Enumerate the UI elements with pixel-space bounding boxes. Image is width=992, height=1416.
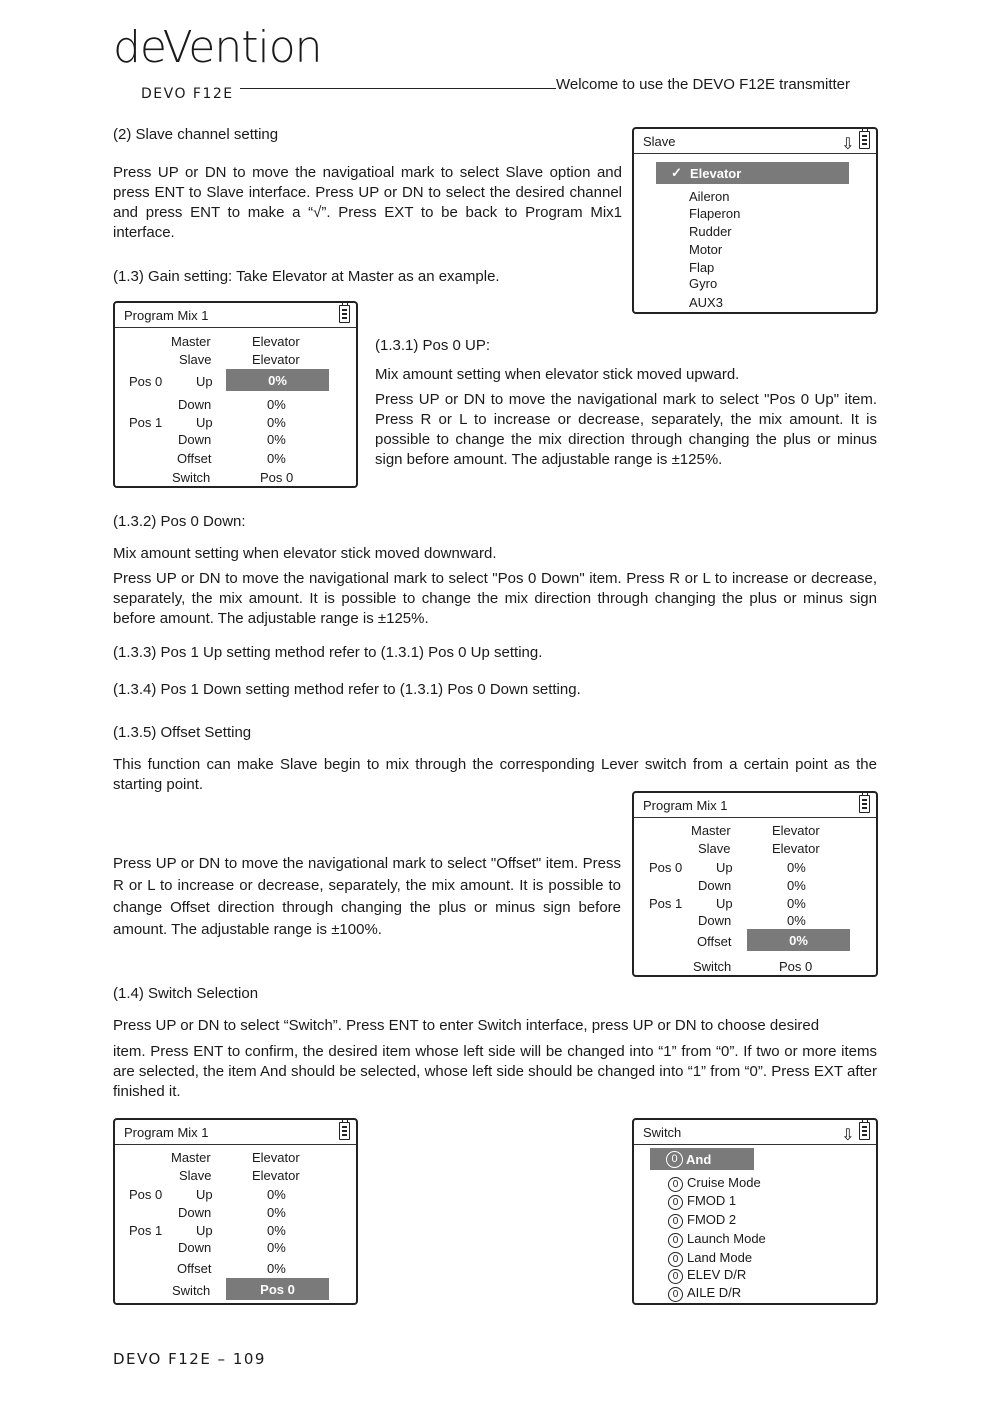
up-label: Up (196, 374, 213, 389)
down-label: Down (178, 432, 212, 447)
master-value: Elevator (252, 1150, 300, 1165)
program-mix-screen-2 (632, 791, 878, 977)
pos0-down-value[interactable]: 0% (787, 878, 806, 893)
screen-title: Program Mix 1 (643, 798, 728, 813)
list-item-label: FMOD 2 (687, 1212, 737, 1227)
pos0-down-value[interactable]: 0% (267, 397, 286, 412)
pos1-label: Pos 1 (129, 415, 163, 430)
flag-circle-icon: 0 (668, 1195, 683, 1210)
master-value: Elevator (772, 823, 820, 838)
list-item[interactable]: Aileron (689, 189, 730, 204)
flag-circle-icon: 0 (668, 1269, 683, 1284)
slave-value: Elevator (252, 1168, 300, 1183)
list-item[interactable]: Flap (689, 260, 715, 275)
slave-heading: (2) Slave channel setting (113, 126, 279, 143)
header-icons (841, 1122, 870, 1145)
list-item[interactable] (668, 1285, 741, 1302)
screen-header (634, 129, 876, 154)
slave-label[interactable]: Slave (179, 352, 212, 367)
screen-title: Switch (643, 1125, 682, 1140)
slave-label[interactable]: Slave (179, 1168, 212, 1183)
pos1-up-value[interactable]: 0% (787, 896, 806, 911)
slave-paragraph: Press UP or DN to move the navigatioal mark to select Slave option and press ENT to Slave interface. Press UP or DN to select the desired channel and press ENT to make a “√”. Press EXT to be back to Program Mix1 interface. (113, 164, 622, 241)
offset-label: Offset (177, 451, 212, 466)
down-label: Down (698, 878, 732, 893)
pos1-down-value[interactable]: 0% (787, 913, 806, 928)
screen-header (634, 793, 876, 818)
battery-icon (339, 1122, 350, 1145)
down-arrow-icon: ⇩ (841, 1127, 855, 1144)
up-label: Up (196, 415, 213, 430)
down-label: Down (178, 397, 212, 412)
program-mix-screen-3 (113, 1118, 358, 1305)
switch-value[interactable]: Pos 0 (260, 470, 294, 485)
list-item-label: Cruise Mode (687, 1175, 761, 1190)
offset-label: Offset (697, 934, 732, 949)
list-item[interactable] (668, 1212, 736, 1229)
flag-circle-icon: 0 (668, 1252, 683, 1267)
header-icons (841, 131, 870, 154)
offset-value[interactable] (747, 929, 850, 951)
screen-header (115, 303, 356, 328)
pos0-up-value[interactable] (226, 369, 329, 391)
screen-title: Slave (643, 134, 676, 149)
pos0-up-heading: (1.3.1) Pos 0 UP: (375, 337, 491, 354)
pos0-down-line: Mix amount setting when elevator stick moved downward. (113, 545, 497, 562)
list-item[interactable]: AUX3 (689, 295, 723, 310)
pos1-up-text: (1.3.3) Pos 1 Up setting method refer to (1.3.1) Pos 0 Up setting. (113, 644, 543, 661)
devention-logo: deVention (113, 22, 322, 73)
flag-circle-icon: 0 (668, 1177, 683, 1192)
slave-value: Elevator (252, 352, 300, 367)
list-item[interactable]: Rudder (689, 224, 732, 239)
switch-paragraph: item. Press ENT to confirm, the desired item whose left side will be changed into “1” from “0”. If two or more items are selected, the item And should be selected, whose left side should be changed into “1” from “0”. Press EXT after finished it. (113, 1043, 877, 1100)
down-label: Down (178, 1205, 212, 1220)
gain-heading: (1.3) Gain setting: Take Elevator at Master as an example. (113, 268, 500, 285)
offset-value[interactable]: 0% (267, 451, 286, 466)
value-text: 0% (268, 373, 287, 388)
flag-circle-icon: 0 (668, 1287, 683, 1302)
offset-paragraph: Press UP or DN to move the navigational mark to select "Offset" item. Press R or L to increase or decrease, separately, the mix amount. It is possible to change Offset direction through changing the plus or minus sign before amount. The adjustable range is ±100%. (113, 855, 621, 938)
value-text: Pos 0 (260, 1282, 295, 1297)
pos1-up-value[interactable]: 0% (267, 1223, 286, 1238)
down-label: Down (698, 913, 732, 928)
screen-header (634, 1120, 876, 1145)
offset-label: Offset (177, 1261, 212, 1276)
pos0-down-heading: (1.3.2) Pos 0 Down: (113, 513, 246, 530)
master-label: Master (171, 1150, 211, 1165)
offset-heading: (1.3.5) Offset Setting (113, 724, 252, 741)
pos0-up-paragraph: Press UP or DN to move the navigational mark to select "Pos 0 Up" item. Press R or L to increase or decrease, separately, the mix amount. It is possible to change the mix direction through changing the plus or minus sign before amount. The adjustable range is ±125%. (375, 391, 877, 468)
up-label: Up (196, 1223, 213, 1238)
down-arrow-icon: ⇩ (841, 136, 855, 153)
switch-label: Switch (172, 1283, 211, 1298)
pos1-label: Pos 1 (129, 1223, 163, 1238)
value-text: 0% (789, 933, 808, 948)
list-item-label: Land Mode (687, 1250, 753, 1265)
list-item[interactable] (668, 1267, 746, 1284)
list-item[interactable] (668, 1250, 752, 1267)
list-item[interactable] (668, 1193, 736, 1210)
pos1-down-value[interactable]: 0% (267, 1240, 286, 1255)
pos0-label: Pos 0 (649, 860, 683, 875)
battery-icon (339, 305, 350, 328)
switch-label: Switch (693, 959, 732, 974)
switch-label: Switch (172, 470, 211, 485)
pos1-down-text: (1.3.4) Pos 1 Down setting method refer to (1.3.1) Pos 0 Down setting. (113, 681, 581, 698)
slave-value: Elevator (772, 841, 820, 856)
pos0-down-paragraph: Press UP or DN to move the navigational mark to select "Pos 0 Down" item. Press R or L to increase or decrease, separately, the mix amount. It is possible to change the mix direction through changing the plus or minus sign before amount. The adjustable range is ±125%. (113, 570, 877, 627)
header-divider (240, 88, 556, 89)
pos1-label: Pos 1 (649, 896, 683, 911)
screen-title: Program Mix 1 (124, 1125, 209, 1140)
flag-circle-icon: 0 (666, 1151, 683, 1168)
up-label: Up (716, 860, 733, 875)
list-item[interactable] (668, 1175, 761, 1192)
list-item-label: AILE D/R (687, 1285, 742, 1300)
pos0-label: Pos 0 (129, 374, 163, 389)
screen-header (115, 1120, 356, 1145)
offset-intro: This function can make Slave begin to mix through the corresponding Lever switch from a certain point as the starting point. (113, 756, 877, 793)
check-icon: ✓ (671, 165, 682, 180)
flag-circle-icon: 0 (668, 1233, 683, 1248)
pos0-down-value[interactable]: 0% (267, 1205, 286, 1220)
list-item-label: Launch Mode (687, 1231, 766, 1246)
down-label: Down (178, 1240, 212, 1255)
model-label: DEVO F12E (141, 86, 234, 102)
welcome-text: Welcome to use the DEVO F12E transmitter (556, 76, 851, 93)
selected-item[interactable] (656, 162, 849, 184)
list-item-label: And (686, 1152, 712, 1167)
flag-circle-icon: 0 (668, 1214, 683, 1229)
switch-value[interactable] (226, 1278, 329, 1300)
slave-screen (632, 127, 878, 314)
switch-value[interactable]: Pos 0 (779, 959, 813, 974)
master-value: Elevator (252, 334, 300, 349)
switch-heading: (1.4) Switch Selection (113, 985, 259, 1002)
selected-item[interactable] (650, 1148, 754, 1170)
list-item[interactable]: Motor (689, 242, 723, 257)
pos1-down-value[interactable]: 0% (267, 432, 286, 447)
up-label: Up (196, 1187, 213, 1202)
battery-icon (859, 795, 870, 818)
master-label: Master (691, 823, 731, 838)
list-item[interactable]: Flaperon (689, 206, 741, 221)
master-label: Master (171, 334, 211, 349)
list-item-label: ELEV D/R (687, 1267, 747, 1282)
switch-line: Press UP or DN to select “Switch”. Press ENT to enter Switch interface, press UP or DN to choose desired (113, 1017, 820, 1034)
battery-icon (859, 131, 870, 149)
screen-title: Program Mix 1 (124, 308, 209, 323)
program-mix-screen-1 (113, 301, 358, 488)
pos0-up-value[interactable]: 0% (267, 1187, 286, 1202)
pos1-up-value[interactable]: 0% (267, 415, 286, 430)
list-item[interactable] (668, 1231, 766, 1248)
offset-value[interactable]: 0% (267, 1261, 286, 1276)
list-item[interactable]: Gyro (689, 276, 718, 291)
slave-label[interactable]: Slave (698, 841, 731, 856)
pos0-label: Pos 0 (129, 1187, 163, 1202)
up-label: Up (716, 896, 733, 911)
page-footer: DEVO F12E – 109 (113, 1350, 266, 1368)
battery-icon (859, 1122, 870, 1140)
list-item-label: Elevator (690, 166, 742, 181)
pos0-up-value[interactable]: 0% (787, 860, 806, 875)
switch-screen (632, 1118, 878, 1305)
pos0-up-line: Mix amount setting when elevator stick moved upward. (375, 366, 740, 383)
list-item-label: FMOD 1 (687, 1193, 737, 1208)
